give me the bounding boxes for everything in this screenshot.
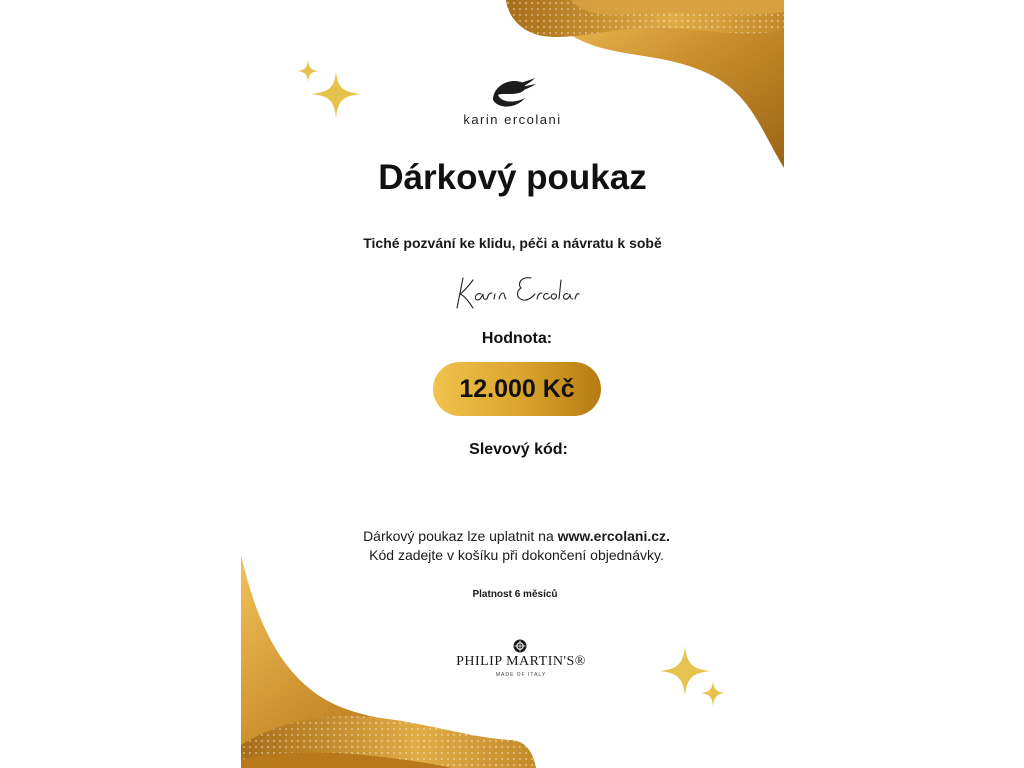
karin-ercolani-signature [451, 268, 581, 314]
value-label: Hodnota: [481, 330, 553, 347]
info-prefix: Dárkový poukaz lze uplatnit na [363, 528, 558, 544]
brand-name: karin ercolani [463, 112, 562, 127]
philip-martins-emblem-icon [513, 639, 527, 653]
website-url: www.ercolani.cz. [557, 528, 670, 544]
partner-logo-name: PHILIP MARTIN'S® [456, 654, 586, 669]
redemption-info [241, 527, 784, 565]
validity-note: Platnost 6 měsíců [472, 589, 558, 600]
voucher-value: 12.000 Kč [459, 374, 575, 403]
voucher-subtitle: Tiché pozvání ke klidu, péči a návratu k sobě [363, 235, 662, 251]
voucher-value-badge [433, 362, 601, 416]
partner-logo-tagline: MADE OF ITALY [495, 672, 547, 678]
discount-code-label: Slevový kód: [469, 441, 568, 458]
info-instruction: Kód zadejte v košíku při dokončení objednávky. [369, 547, 664, 563]
karin-ercolani-logo-icon [487, 74, 537, 112]
page-title: Dárkový poukaz [378, 158, 647, 197]
gift-voucher [241, 0, 784, 768]
